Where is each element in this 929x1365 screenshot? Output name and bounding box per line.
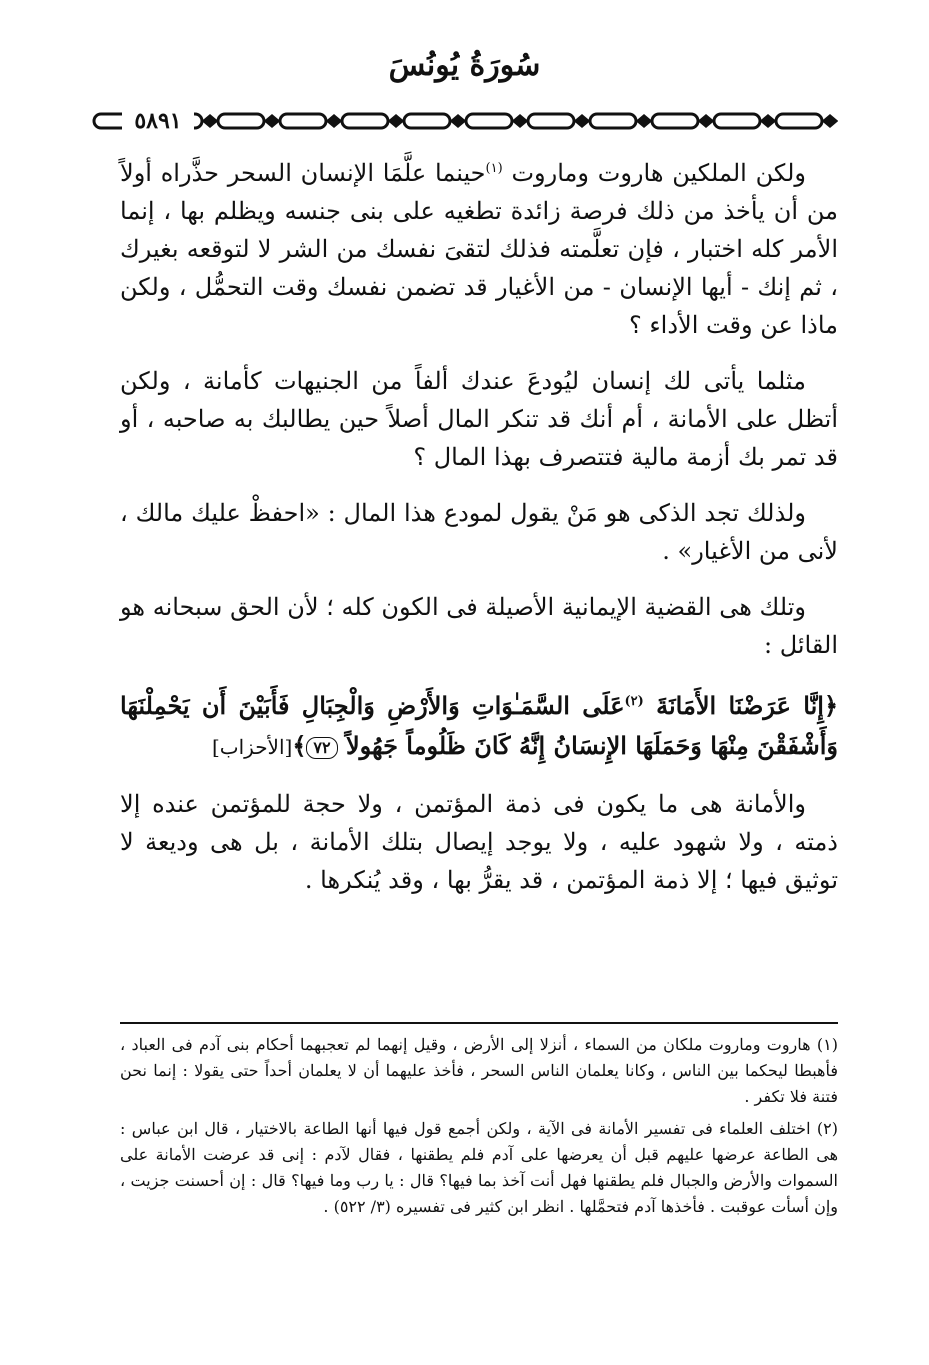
footnote-marker: (١): [485, 161, 503, 176]
verse-open-bracket: ﴿: [823, 691, 839, 720]
ornamental-border-icon: [88, 110, 838, 132]
paragraph: مثلما يأتى لك إنسان ليُودعَ عندك ألفاً من الجنيهات كأمانة ، ولكن أتظل على الأمانة ، أم أنك قد تنكر المال أصلاً حين يطالبك به صاحبه ، أو قد تمر بك أزمة مالية فتتصرف بهذا المال ؟: [120, 367, 838, 471]
paragraph: [120, 150, 838, 344]
footnote-divider: [120, 1022, 838, 1024]
footnote: (٢) اختلف العلماء فى تفسير الأمانة فى الآية ، ولكن أجمع قول فيها أنها الطاعة بالاختيار ، قال ابن عباس : هى الطاعة عرضها عليهم قبل أن يعرضها على آدم فلم يطقنها ، فقال لآدم : إنى قد عرضت الأمانة على السموات والأرض والجبال فلم يطقنها فهل أنت آخذ بما فيها؟ قال : يا رب وما فيها؟ قال : إن أحسنت جزيت ، وإن أسأت عوقبت . فأخذها آدم فتحمَّلها . انظر ابن كثير فى تفسيره (٣/ ٥٢٢) .: [120, 1119, 839, 1216]
paragraph: وتلك هى القضية الإيمانية الأصيلة فى الكون كله ؛ لأن الحق سبحانه هو القائل :: [120, 593, 838, 659]
paragraph: والأمانة هى ما يكون فى ذمة المؤتمن ، ولا حجة للمؤتمن عنده إلا ذمته ، ولا شهود عليه ، ولا يوجد إيصال بتلك الأمانة ، بل هى وديعة لا توثيق فيها ؛ إلا ذمة المؤتمن ، قد يقرُّ بها ، وقد يُنكرها .: [120, 790, 838, 894]
footnotes: [120, 1032, 838, 1226]
footnote-marker: (٢): [624, 694, 644, 709]
verse-text: إِنَّا عَرَضْنَا الأَمَانَةَ: [643, 691, 824, 720]
ayah-number: ٧٢: [306, 737, 337, 759]
quran-verse: [120, 682, 838, 767]
main-text: [120, 150, 838, 917]
verse-close-bracket: ﴾: [292, 731, 307, 760]
paragraph-text: حينما علَّمَا الإنسان السحر حذَّراه أولاً من أن يأخذ من ذلك فرصة زائدة تطغيه على بنى جنسه ويظلم بها ، إنما الأمر كله اختبار ، فإن تعلَّمته فذلك لتقىَ نفسك من الشر لا لتوقعه بغيرك ، ثم إنك - أيها الإنسان - من الأغيار قد تضمن نفسك وقت التحمُّل ، ولكن ماذا عن وقت الأداء ؟: [120, 159, 838, 339]
page-number: ٥٨٩١: [122, 108, 194, 134]
paragraph-text: ولكن الملكين هاروت وماروت: [502, 159, 807, 187]
page-header: [0, 48, 929, 138]
verse-text: عَلَى السَّمَـٰوَاتِ وَالأَرْضِ وَالْجِبَالِ فَأَبَيْنَ أَن يَحْمِلْنَهَا وَأَشْفَقْنَ مِنْهَا وَحَمَلَهَا الإِنسَانُ إِنَّهُ كَانَ ظَلُوماً جَهُولاً: [120, 691, 838, 760]
footnote: (١) هاروت وماروت ملكان من السماء ، أنزلا إلى الأرض ، وقيل إنهما لم تعجبهما أحكام بنى آدم فى العباد ، فأهبطا ليحكما بين الناس ، وكانا يعلمان الناس السحر ، فأخذ عليهما أن لا يعلمان أحداً حتى يقولا : إنما نحن فتنة فلا تكفر .: [120, 1035, 839, 1106]
paragraph: ولذلك تجد الذكى هو مَنْ يقول لمودع هذا المال : «احفظْ عليك مالك ، لأنى من الأغيار» .: [120, 499, 838, 565]
surah-reference: [الأحزاب]: [211, 735, 293, 759]
surah-title: سُورَةُ يُونُسَ: [388, 48, 541, 83]
